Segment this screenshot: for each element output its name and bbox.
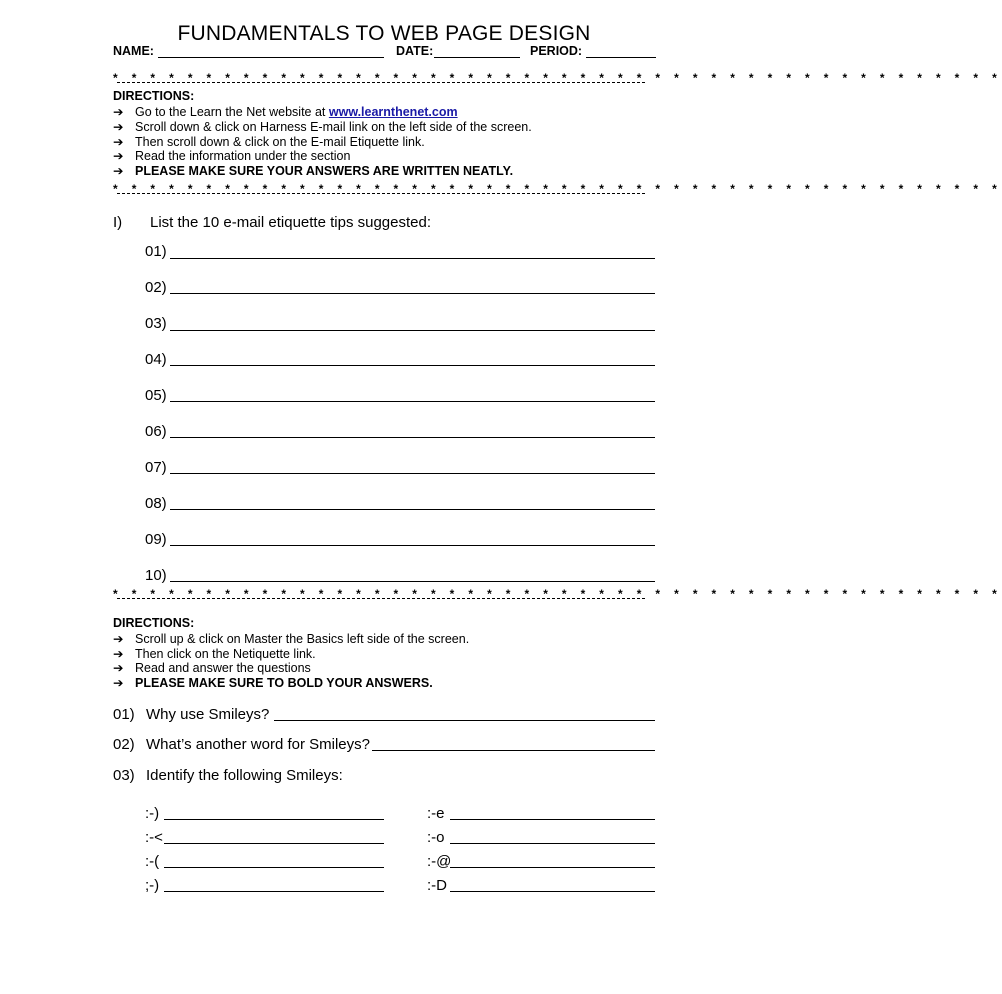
question-number: 02) [113,736,135,753]
separator-stars: * * * * * * * * * * * * * * * * * * * * * * * * * * * * * * * * * * * * * * * * * * * * * * * * [113,71,1002,85]
separator-bottom [113,587,1002,603]
arrow-right-icon: ➔ [113,164,124,178]
question-number: 03) [113,767,135,784]
answer-row: 01) [145,243,167,260]
direction-text: Read and answer the questions [135,661,311,675]
direction-text: Scroll down & click on Harness E-mail link on the left side of the screen. [135,120,532,134]
question-number: 01) [113,706,135,723]
smiley-label: ;-) [145,877,160,894]
direction-text: PLEASE MAKE SURE TO BOLD YOUR ANSWERS. [135,676,433,690]
direction-item-5 [113,163,513,178]
direction-text: Read the information under the section [135,149,351,163]
page-title: FUNDAMENTALS TO WEB PAGE DESIGN [177,22,591,45]
answer-row: 06) [145,423,167,440]
arrow-right-icon: ➔ [113,135,124,149]
directions-heading: DIRECTIONS: [113,89,195,103]
direction-text: Go to the Learn the Net website at [135,105,329,119]
answer-line[interactable] [164,854,384,868]
smiley-label: :-@ [427,853,452,870]
directions-heading-2: DIRECTIONS: [113,616,195,630]
arrow-right-icon: ➔ [113,647,124,661]
arrow-right-icon: ➔ [113,676,124,690]
answer-line[interactable] [164,806,384,820]
separator-middle [113,182,1002,198]
arrow-right-icon: ➔ [113,120,124,134]
direction-text: Then click on the Netiquette link. [135,647,316,661]
smiley-label: :-o [427,829,445,846]
answer-line[interactable] [170,460,655,474]
direction-item-3 [113,134,425,149]
smiley-label: :-( [145,853,160,870]
answer-row: 03) [145,315,167,332]
direction-text: Then scroll down & click on the E-mail Etiquette link. [135,135,425,149]
direction-text: Scroll up & click on Master the Basics left side of the screen. [135,632,470,646]
direction-text: PLEASE MAKE SURE YOUR ANSWERS ARE WRITTEN NEATLY. [135,164,514,178]
answer-line[interactable] [170,317,655,331]
answer-line[interactable] [450,806,655,820]
answer-line[interactable] [170,280,655,294]
arrow-right-icon: ➔ [113,105,124,119]
answer-row: 09) [145,531,167,548]
answer-line[interactable] [372,737,655,751]
arrow-right-icon: ➔ [113,149,124,163]
question-text: Why use Smileys? [146,706,270,723]
answer-line[interactable] [164,830,384,844]
answer-line[interactable] [170,352,655,366]
answer-line[interactable] [274,707,655,721]
period-label: PERIOD: [530,44,583,58]
direction2-item-3 [113,660,311,675]
smiley-label: :-D [427,877,447,894]
question-text: What’s another word for Smileys? [146,736,370,753]
answer-line[interactable] [170,424,655,438]
direction2-item-2 [113,646,316,661]
answer-line[interactable] [450,854,655,868]
question-roman: I) [113,214,123,231]
separator-stars: * * * * * * * * * * * * * * * * * * * * * * * * * * * * * * * * * * * * * * * * * * * * * * * * [113,182,1002,196]
answer-row: 10) [145,567,167,584]
name-label: NAME: [113,44,154,58]
separator-dash [117,193,645,194]
answer-line[interactable] [164,878,384,892]
separator-top [113,71,1002,87]
answer-line[interactable] [170,568,655,582]
direction2-item-4 [113,675,433,690]
direction-item-2 [113,119,532,134]
period-field[interactable] [586,44,656,58]
smiley-label: :-) [145,805,160,822]
question-prompt: List the 10 e-mail etiquette tips suggested: [150,214,432,231]
learnthenet-link[interactable]: www.learnthenet.com [328,105,458,119]
answer-row: 08) [145,495,167,512]
direction2-item-1 [113,631,469,646]
direction-item-4 [113,148,350,163]
arrow-right-icon: ➔ [113,632,124,646]
date-label: DATE: [396,44,434,58]
smiley-label: :-e [427,805,445,822]
answer-row: 07) [145,459,167,476]
date-field[interactable] [434,44,520,58]
answer-line[interactable] [170,496,655,510]
answer-line[interactable] [170,388,655,402]
answer-row: 05) [145,387,167,404]
separator-stars: * * * * * * * * * * * * * * * * * * * * * * * * * * * * * * * * * * * * * * * * * * * * * * * * [113,587,1002,601]
answer-line[interactable] [170,245,655,259]
name-field[interactable] [158,44,384,58]
direction-item-1 [113,104,458,119]
answer-line[interactable] [170,532,655,546]
answer-line[interactable] [450,878,655,892]
question-text: Identify the following Smileys: [146,767,343,784]
answer-row: 04) [145,351,167,368]
separator-dash [117,598,645,599]
separator-dash [117,82,645,83]
smiley-label: :-< [145,829,163,846]
answer-row: 02) [145,279,167,296]
answer-line[interactable] [450,830,655,844]
arrow-right-icon: ➔ [113,661,124,675]
